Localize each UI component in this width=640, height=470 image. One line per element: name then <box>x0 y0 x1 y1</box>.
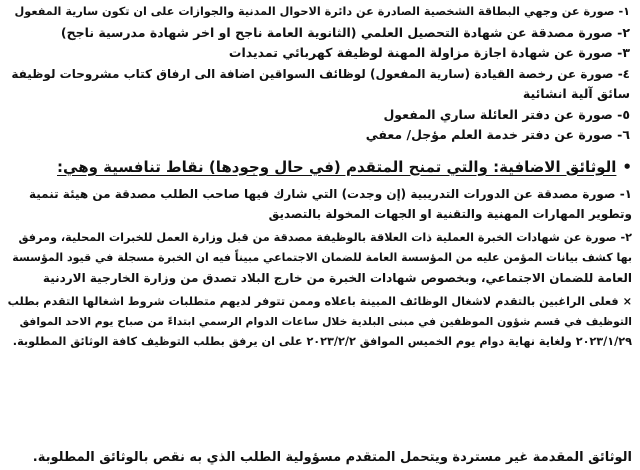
paragraph-line: ١- صورة مصدقة عن الدورات التدريبية (إن وجدت) التي شارك فيها صاحب الطلب مصدقة من هيئة تنمية <box>28 186 632 201</box>
extra-document-paragraph <box>8 184 632 224</box>
footer-note: الوثائق المقدمة غير مستردة ويتحمل المتقدم مسؤولية الطلب الذي به نقص بالوثائق المطلوبة. <box>32 450 632 465</box>
required-document-item: ١- صورة عن وجهي البطاقة الشخصية الصادرة عن دائرة الاحوال المدنية والجوازات على ان تكون سارية المفعول <box>14 5 630 18</box>
required-document-item-continuation: سائق آلية انشائية <box>522 86 630 101</box>
extra-documents-heading <box>8 156 632 178</box>
required-document-item: ٣- صورة عن شهادة اجازة مزاولة المهنة لوظيفة كهربائي تمديدات <box>228 45 630 60</box>
application-instructions-paragraph <box>8 292 632 352</box>
paragraph-line: العامة للضمان الاجتماعي، وبخصوص شهادات الخبرة من خارج البلاد تصدق من وزارة الخارجية الاردنية <box>42 270 632 285</box>
extra-documents-list <box>8 184 632 352</box>
extra-document-paragraph <box>8 228 632 288</box>
paragraph-line: × فعلى الراغبين بالتقدم لاشغال الوظائف المبينة باعلاه وممن تتوفر لديهم متطلبات شروط اشغالها التقدم بطلب <box>8 294 632 308</box>
paragraph-line: وتطوير المهارات المهنية والتقنية او الجهات المخولة بالتصديق <box>268 206 632 221</box>
paragraph-line: بها كشف بيانات المؤمن عليه من المؤسسة العامة للضمان الاجتماعي مبيناً فيه ان الخبرة مسجلة في قيود المؤسسة <box>12 250 632 264</box>
required-document-item: ٢- صورة مصدقة عن شهادة التحصيل العلمي (الثانوية العامة ناجح او اخر شهادة مدرسية ناجح) <box>60 24 630 40</box>
required-document-item: ٥- صورة عن دفتر العائلة ساري المفعول <box>383 106 630 122</box>
extra-documents-heading-text: الوثائق الاضافية: والتي تمنح المتقدم (في حال وجودها) نقاط تنافسية وهي: <box>57 157 617 176</box>
paragraph-line: ٢- صورة عن شهادات الخبرة العملية ذات العلاقة بالوظيفة مصدقة من قبل وزارة العمل للخبرات المحلية، ومرفق <box>18 230 632 244</box>
paragraph-line: التوظيف في قسم شؤون الموظفين في مبنى البلدية خلال ساعات الدوام الرسمي ابتداءً من صباح يوم الاحد الموافق <box>19 314 632 328</box>
required-document-item: ٤- صورة عن رخصة القيادة (سارية المفعول) لوظائف السواقين اضافة الى ارفاق كتاب مشروحات لوظيفة <box>11 66 630 81</box>
bullet-icon: • <box>622 157 632 176</box>
required-document-item: ٦- صورة عن دفتر خدمة العلم مؤجل/ معفي <box>365 127 630 142</box>
required-documents-list <box>8 2 632 146</box>
paragraph-line: ٢٠٢٣/١/٢٩ ولغاية نهاية دوام يوم الخميس الموافق ٢٠٢٣/٢/٢ على ان يرفق بطلب التوظيف كافة الوثائق المطلوبة. <box>12 334 632 348</box>
